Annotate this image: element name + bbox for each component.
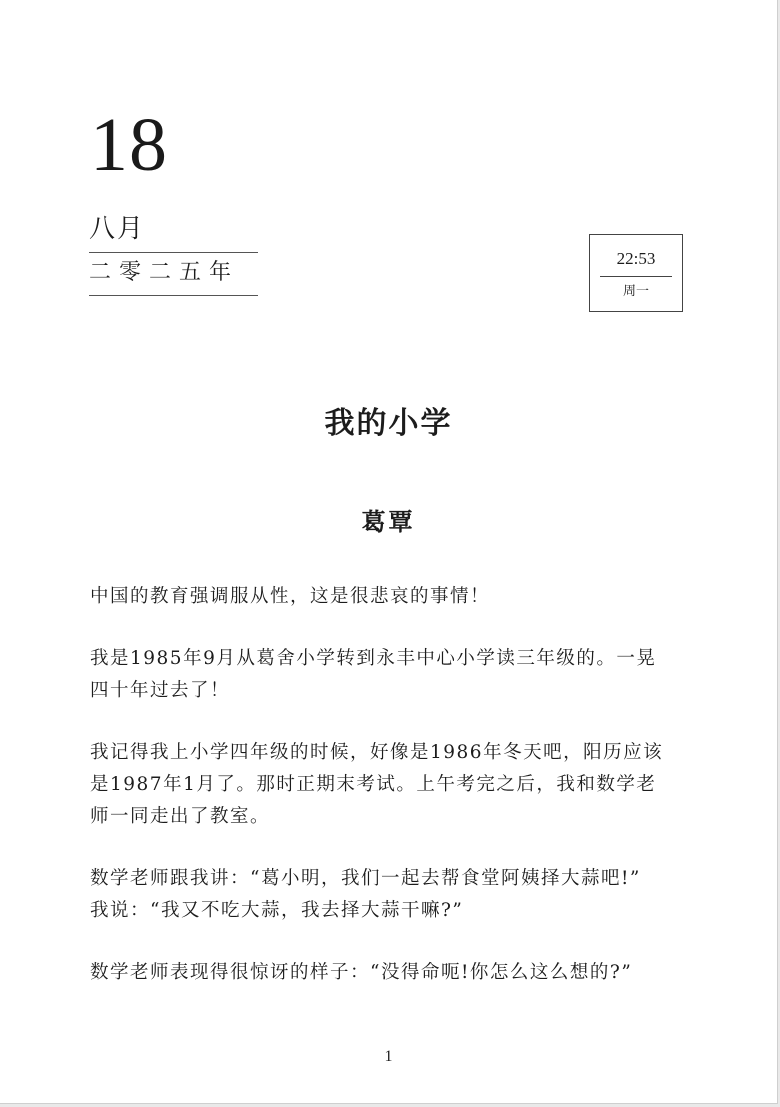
text-line: 师一同走出了教室。	[90, 806, 271, 827]
paragraph	[90, 581, 690, 613]
paragraph	[90, 643, 690, 707]
month-label: 八月	[89, 208, 258, 253]
text-line: 数学老师跟我讲：“葛小明，我们一起去帮食堂阿姨择大蒜吧!”	[90, 868, 641, 889]
article-author: 葛覃	[361, 507, 416, 536]
text-line: 是1987年1月了。那时正期末考试。上午考完之后，我和数学老	[90, 774, 657, 795]
paragraph	[90, 737, 690, 833]
page-number: 1	[384, 1048, 393, 1065]
text-line: 我说：“我又不吃大蒜，我去择大蒜干嘛?”	[90, 900, 464, 921]
month-year-block	[89, 208, 258, 296]
text-line: 数学老师表现得很惊讶的样子：“没得命呃!你怎么这么想的?”	[90, 962, 633, 983]
text-line: 我是1985年9月从葛舍小学转到永丰中心小学读三年级的。一晃	[90, 648, 657, 669]
time-label: 22:53	[600, 249, 672, 277]
day-number: 18	[90, 103, 168, 187]
weekday-label: 周一	[622, 284, 649, 299]
article-body	[90, 581, 690, 1019]
text-line: 中国的教育强调服从性，这是很悲哀的事情！	[90, 586, 491, 607]
year-label: 二零二五年	[89, 253, 258, 296]
article-title: 我的小学	[324, 406, 453, 441]
paragraph	[90, 957, 690, 989]
text-line: 四十年过去了！	[90, 680, 231, 701]
time-box	[589, 234, 683, 312]
paragraph	[90, 863, 690, 927]
text-line: 我记得我上小学四年级的时候，好像是1986年冬天吧，阳历应该	[90, 742, 664, 763]
